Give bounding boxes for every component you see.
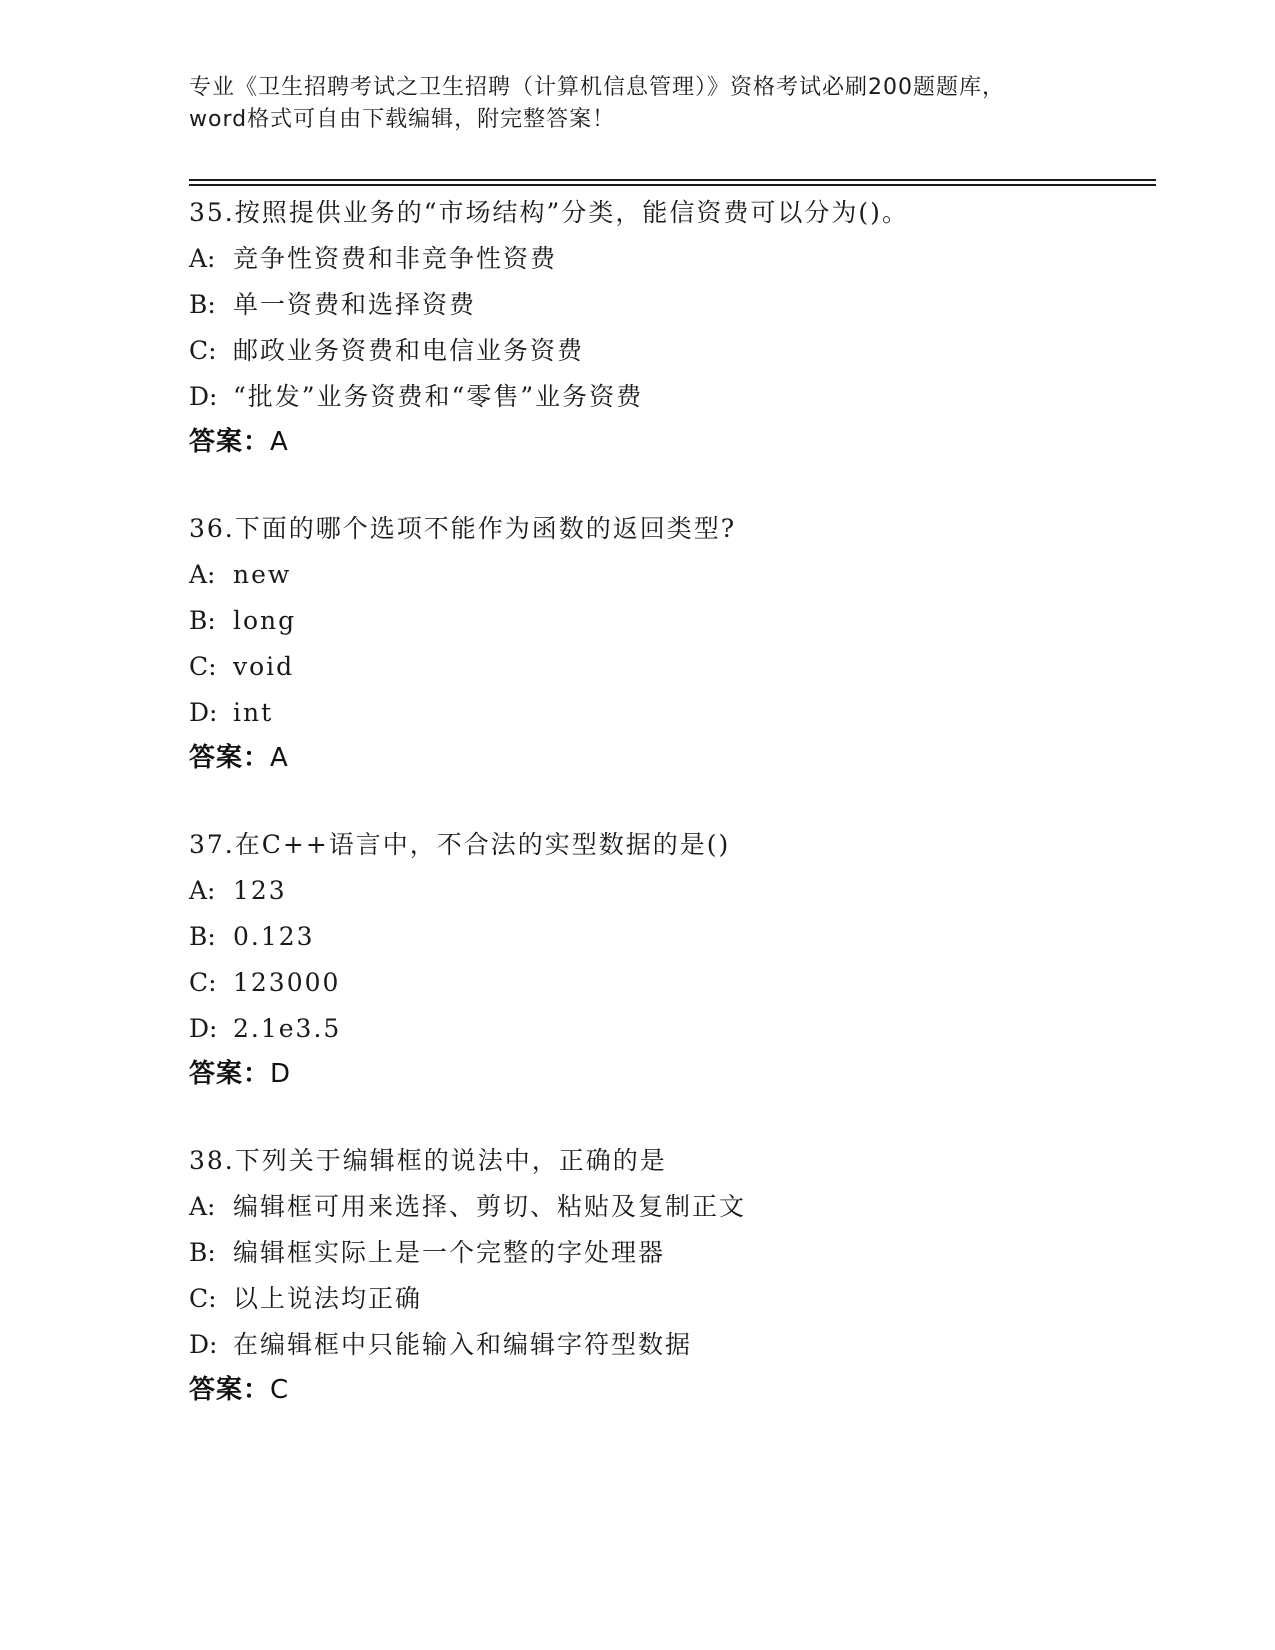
option-text: 编辑框实际上是一个完整的字处理器 — [233, 1238, 666, 1267]
header-divider-bottom — [189, 184, 1156, 186]
option-letter: C: — [189, 652, 217, 681]
option-b — [189, 914, 1169, 960]
option-c — [189, 644, 1169, 690]
option-text: 在编辑框中只能输入和编辑字符型数据 — [233, 1330, 693, 1359]
question-35 — [189, 190, 1169, 464]
option-c — [189, 1276, 1169, 1322]
answer-line — [189, 1052, 1169, 1096]
answer-label: 答案： — [189, 743, 271, 773]
option-text: 竞争性资费和非竞争性资费 — [233, 244, 558, 273]
option-text: 123000 — [233, 968, 341, 997]
answer-label: 答案： — [189, 1059, 271, 1089]
answer-line — [189, 1368, 1169, 1412]
question-stem: 35.按照提供业务的“市场结构”分类，能信资费可以分为()。 — [189, 198, 909, 227]
answer-value: A — [270, 427, 289, 457]
answer-value: C — [270, 1375, 290, 1405]
option-letter: B: — [189, 1238, 216, 1267]
option-letter: D: — [189, 1014, 218, 1043]
option-letter: B: — [189, 290, 216, 319]
option-c — [189, 960, 1169, 1006]
option-text: 以上说法均正确 — [233, 1284, 423, 1313]
answer-label: 答案： — [189, 427, 271, 457]
option-a — [189, 868, 1169, 914]
option-text: void — [233, 652, 295, 681]
option-c — [189, 328, 1169, 374]
question-37 — [189, 822, 1169, 1096]
answer-value: D — [270, 1059, 292, 1089]
option-d — [189, 690, 1169, 736]
option-a — [189, 1184, 1169, 1230]
document-header — [189, 72, 1089, 136]
option-b — [189, 1230, 1169, 1276]
option-d — [189, 1006, 1169, 1052]
option-text: 邮政业务资费和电信业务资费 — [233, 336, 585, 365]
option-letter: B: — [189, 606, 216, 635]
option-text: 2.1e3.5 — [233, 1014, 342, 1043]
question-stem: 36.下面的哪个选项不能作为函数的返回类型? — [189, 514, 737, 543]
option-text: 0.123 — [233, 922, 315, 951]
answer-value: A — [270, 743, 289, 773]
answer-line — [189, 420, 1169, 464]
option-b — [189, 598, 1169, 644]
question-stem: 38.下列关于编辑框的说法中，正确的是 — [189, 1146, 667, 1175]
option-letter: C: — [189, 336, 217, 365]
option-text: new — [233, 560, 292, 589]
header-divider-top — [189, 179, 1156, 181]
option-text: int — [233, 698, 274, 727]
option-text: long — [233, 606, 297, 635]
header-title-line-1: 专业《卫生招聘考试之卫生招聘（计算机信息管理）》资格考试必刷200题题库， — [189, 75, 1005, 100]
option-letter: A: — [189, 1192, 216, 1221]
option-text: 编辑框可用来选择、剪切、粘贴及复制正文 — [233, 1192, 747, 1221]
header-title-line-2: word格式可自由下载编辑，附完整答案！ — [189, 107, 616, 132]
option-letter: A: — [189, 876, 216, 905]
option-letter: A: — [189, 244, 216, 273]
option-letter: C: — [189, 1284, 217, 1313]
option-d — [189, 374, 1169, 420]
option-text: 123 — [233, 876, 287, 905]
option-letter: D: — [189, 1330, 218, 1359]
option-text: “批发”业务资费和“零售”业务资费 — [233, 382, 644, 411]
option-letter: D: — [189, 382, 218, 411]
option-text: 单一资费和选择资费 — [233, 290, 477, 319]
question-38 — [189, 1138, 1169, 1412]
answer-label: 答案： — [189, 1375, 271, 1405]
option-letter: B: — [189, 922, 216, 951]
option-letter: D: — [189, 698, 218, 727]
option-b — [189, 282, 1169, 328]
question-36 — [189, 506, 1169, 780]
option-d — [189, 1322, 1169, 1368]
option-a — [189, 236, 1169, 282]
option-letter: A: — [189, 560, 216, 589]
option-letter: C: — [189, 968, 217, 997]
question-list — [189, 190, 1169, 1454]
question-stem: 37.在C++语言中，不合法的实型数据的是() — [189, 830, 731, 859]
answer-line — [189, 736, 1169, 780]
option-a — [189, 552, 1169, 598]
